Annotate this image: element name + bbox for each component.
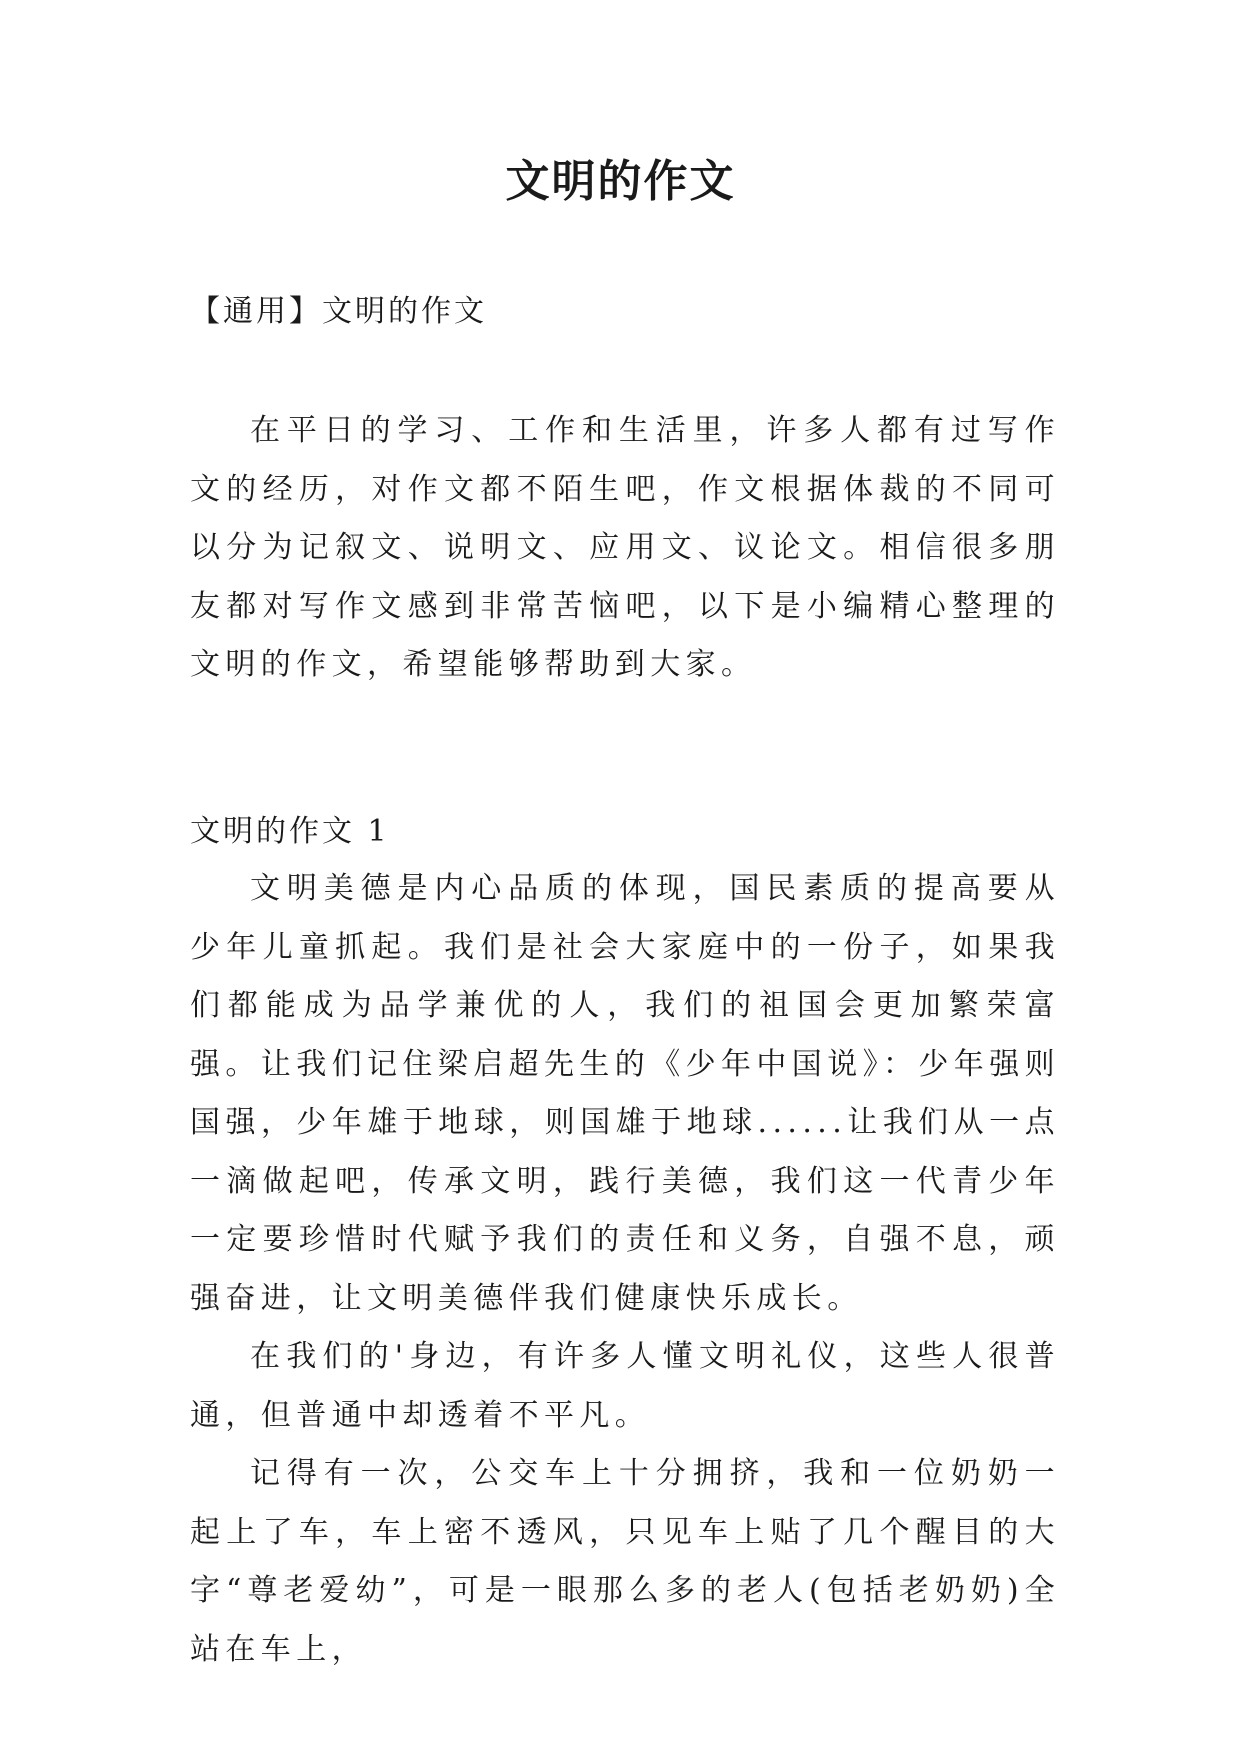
section-heading: 文明的作文 1: [190, 814, 390, 849]
document-subtitle: 【通用】文明的作文: [190, 294, 487, 329]
intro-paragraph: 在平日的学习、工作和生活里，许多人都有过写作文的经历，对作文都不陌生吧，作文根据体裁的不同可以分为记叙文、说明文、应用文、议论文。相信很多朋友都对写作文感到非常苦恼吧，以下是小编精心整理的文明的作文，希望能够帮助到大家。: [190, 413, 1060, 682]
document-title: 文明的作文: [505, 156, 736, 207]
body-paragraph-2: 在我们的'身边，有许多人懂文明礼仪，这些人很普通，但普通中却透着不平凡。: [190, 1339, 1060, 1433]
body-paragraph-1: 文明美德是内心品质的体现，国民素质的提高要从少年儿童抓起。我们是社会大家庭中的一份子，如果我们都能成为品学兼优的人，我们的祖国会更加繁荣富强。让我们记住梁启超先生的《少年中国说》：少年强则国强，少年雄于地球，则国雄于地球......让我们从一点一滴做起吧，传承文明，践行美德，我们这一代青少年一定要珍惜时代赋予我们的责任和义务，自强不息，顽强奋进，让文明美德伴我们健康快乐成长。: [190, 871, 1060, 1316]
body-paragraph-3: 记得有一次，公交车上十分拥挤，我和一位奶奶一起上了车，车上密不透风，只见车上贴了几个醒目的大字“尊老爱幼”，可是一眼那么多的老人(包括老奶奶)全站在车上，: [190, 1456, 1060, 1667]
